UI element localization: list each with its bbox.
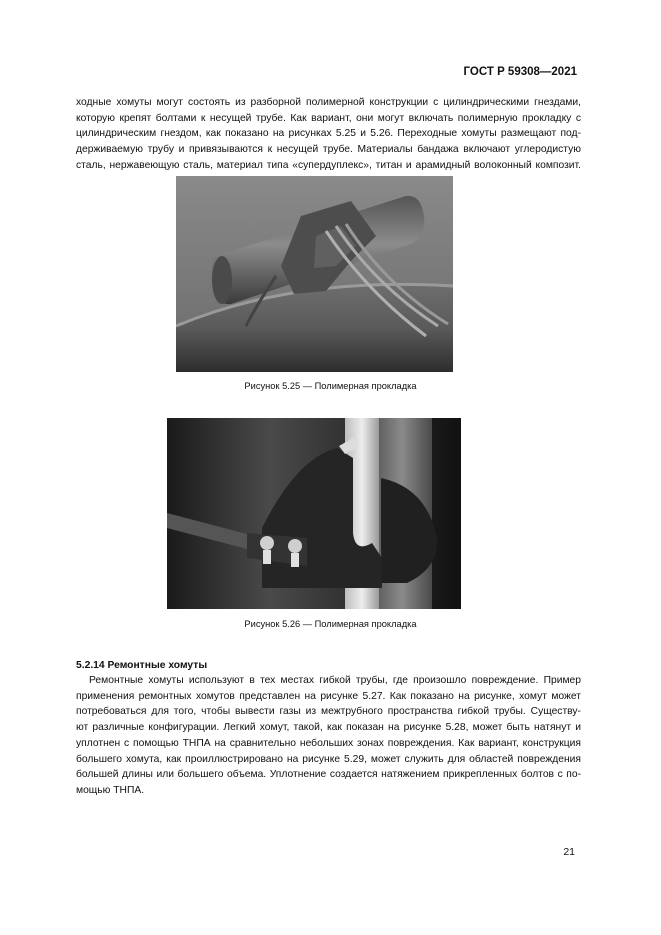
text-line: большей длины или большего объема. Уплотнение создается натяжением прикрепленных болтов с по- [76,769,581,781]
standard-number: ГОСТ Р 59308—2021 [463,66,577,78]
text-line: которую крепят болтами к несущей трубе. Как вариант, они могут включать полимерную прокладку с [76,112,581,124]
figure-5-26-caption: Рисунок 5.26 — Полимерная прокладка [244,619,417,629]
text-line: применения ремонтных хомутов представлен на рисунке 5.27. Как показано на рисунке, хомут может [76,690,581,702]
text-line: сталь, нержавеющую сталь, материал типа «супердуплекс», титан и арамидный волоконный композит. [76,159,581,171]
section-heading: 5.2.14 Ремонтные хомуты [76,660,208,671]
text-line: уплотнен с помощью ТНПА на сравнительно небольших зонах повреждения. Как вариант, конструкция [76,737,581,749]
text-line: ют различные конфигурации. Легкий хомут, такой, как показан на рисунке 5.28, может быть натянут и [76,722,581,734]
figure-5-25-image [176,176,453,372]
section-paragraph [76,673,581,799]
text-line: Ремонтные хомуты используют в тех местах гибкой трубы, где произошло повреждение. Пример [89,675,581,686]
text-line: потребоваться для того, чтобы вывести газы из межтрубного пространства гибкой трубы. Существу- [76,706,581,718]
intro-paragraph [76,95,581,174]
polymer-pad-clamp-illustration [167,418,461,609]
text-line: цилиндрическим гнездом, как показано на рисунках 5.25 и 5.26. Переходные хомуты размещают под- [76,128,581,140]
text-line: ходные хомуты могут состоять из разборной полимерной конструкции с цилиндрическими гнездами, [76,97,581,108]
polymer-pad-illustration [176,176,453,372]
text-line: большего хомута, как проиллюстрировано на рисунке 5.29, может служить для областей повреждения [76,753,581,765]
page-number: 21 [563,846,575,858]
figure-5-26-image [167,418,461,609]
text-line: держиваемую трубу и привязываются к несущей трубе. Материалы бандажа включают углеродистую [76,144,581,156]
figure-5-25-caption: Рисунок 5.25 — Полимерная прокладка [244,381,417,391]
text-line: мощью ТНПА. [76,784,145,796]
